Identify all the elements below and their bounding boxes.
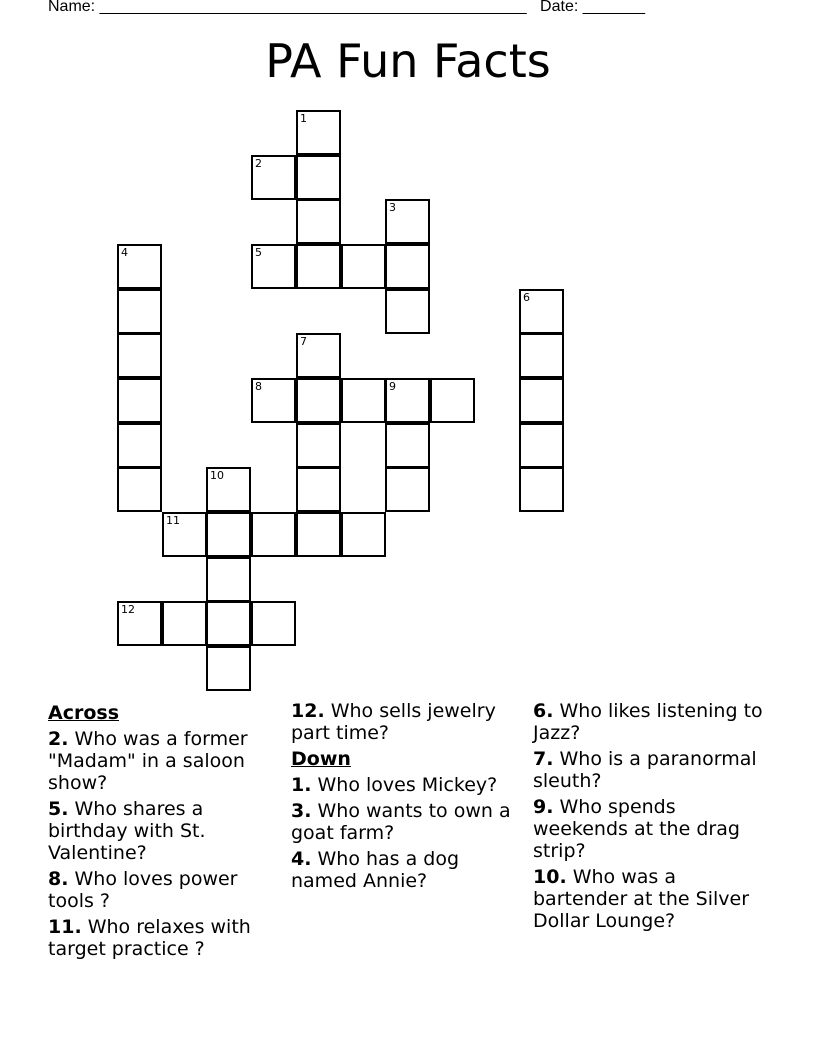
crossword-cell[interactable] xyxy=(251,155,296,200)
clue-item xyxy=(291,800,521,844)
crossword-cell[interactable] xyxy=(519,333,564,378)
crossword-cell[interactable] xyxy=(341,378,386,423)
clue-num: 8. xyxy=(48,868,69,890)
crossword-cell[interactable] xyxy=(117,333,162,378)
clues-column-2 xyxy=(291,700,521,896)
clue-num: 1. xyxy=(291,774,312,796)
clue-text: Who shares a birthday with St. Valentine? xyxy=(48,798,206,864)
clue-number: 6 xyxy=(523,291,530,304)
clue-number: 9 xyxy=(389,380,396,393)
crossword-cell[interactable] xyxy=(519,423,564,468)
clue-num: 11. xyxy=(48,916,82,938)
clue-text: Who was a bartender at the Silver Dollar Lounge? xyxy=(533,866,750,932)
crossword-cell[interactable] xyxy=(296,244,341,289)
crossword-cell[interactable] xyxy=(117,378,162,423)
clue-text: Who wants to own a goat farm? xyxy=(291,800,511,844)
crossword-cell[interactable] xyxy=(296,110,341,155)
clue-item xyxy=(48,868,278,912)
crossword-cell[interactable] xyxy=(296,467,341,512)
crossword-cell[interactable] xyxy=(251,512,296,557)
crossword-cell[interactable] xyxy=(296,333,341,378)
clue-item xyxy=(533,700,773,744)
clue-item xyxy=(533,748,773,792)
crossword-cell[interactable] xyxy=(251,601,296,646)
crossword-cell[interactable] xyxy=(385,199,430,244)
crossword-cell[interactable] xyxy=(385,244,430,289)
across-heading: Across xyxy=(48,702,120,724)
crossword-cell[interactable] xyxy=(519,289,564,334)
clue-num: 12. xyxy=(291,700,325,722)
crossword-cell[interactable] xyxy=(519,467,564,512)
crossword-cell[interactable] xyxy=(296,378,341,423)
clue-text: Who spends weekends at the drag strip? xyxy=(533,796,740,862)
clue-item xyxy=(533,796,773,862)
clue-number: 1 xyxy=(300,112,307,125)
clue-num: 4. xyxy=(291,848,312,870)
crossword-cell[interactable] xyxy=(519,378,564,423)
clue-text: Who likes listening to Jazz? xyxy=(533,700,763,744)
clue-number: 12 xyxy=(121,603,135,616)
clue-item xyxy=(291,848,521,892)
crossword-cell[interactable] xyxy=(385,423,430,468)
crossword-cell[interactable] xyxy=(117,601,162,646)
clue-num: 10. xyxy=(533,866,567,888)
down-heading: Down xyxy=(291,748,351,770)
clue-number: 5 xyxy=(255,246,262,259)
date-label: Date: xyxy=(540,0,579,15)
clue-number: 8 xyxy=(255,380,262,393)
clue-text: Who is a paranormal sleuth? xyxy=(533,748,757,792)
crossword-cell[interactable] xyxy=(296,199,341,244)
crossword-cell[interactable] xyxy=(206,557,251,602)
crossword-cell[interactable] xyxy=(117,467,162,512)
crossword-cell[interactable] xyxy=(117,289,162,334)
date-blank[interactable]: _______ xyxy=(582,0,646,15)
clue-item xyxy=(291,700,521,744)
clue-num: 6. xyxy=(533,700,554,722)
crossword-cell[interactable] xyxy=(296,423,341,468)
clues-column-1 xyxy=(48,700,278,964)
crossword-cell[interactable] xyxy=(162,512,207,557)
name-label: Name: xyxy=(48,0,96,15)
crossword-cell[interactable] xyxy=(341,512,386,557)
crossword-cell[interactable] xyxy=(206,601,251,646)
crossword-cell[interactable] xyxy=(251,244,296,289)
crossword-cell[interactable] xyxy=(206,646,251,691)
name-blank[interactable]: ________________________________________________ xyxy=(99,0,527,15)
crossword-cell[interactable] xyxy=(162,601,207,646)
clue-num: 5. xyxy=(48,798,69,820)
clue-text: Who relaxes with target practice ? xyxy=(48,916,251,960)
crossword-cell[interactable] xyxy=(385,289,430,334)
crossword-cell[interactable] xyxy=(341,244,386,289)
clue-item xyxy=(533,866,773,932)
clue-text: Who sells jewelry part time? xyxy=(291,700,496,744)
clue-number: 10 xyxy=(210,469,224,482)
clue-num: 9. xyxy=(533,796,554,818)
clue-number: 2 xyxy=(255,157,262,170)
crossword-cell[interactable] xyxy=(385,467,430,512)
clue-number: 11 xyxy=(166,514,180,527)
clue-num: 3. xyxy=(291,800,312,822)
clue-num: 7. xyxy=(533,748,554,770)
crossword-cell[interactable] xyxy=(430,378,475,423)
crossword-cell[interactable] xyxy=(385,378,430,423)
crossword-cell[interactable] xyxy=(296,512,341,557)
clue-text: Who was a former "Madam" in a saloon show? xyxy=(48,728,248,794)
clue-item xyxy=(48,916,278,960)
crossword-cell[interactable] xyxy=(117,423,162,468)
crossword-cell[interactable] xyxy=(296,155,341,200)
clue-text: Who loves Mickey? xyxy=(317,774,498,796)
clue-number: 4 xyxy=(121,246,128,259)
crossword-cell[interactable] xyxy=(117,244,162,289)
crossword-cell[interactable] xyxy=(206,467,251,512)
clue-item xyxy=(291,774,521,796)
clues-column-3 xyxy=(533,700,773,936)
page-title: PA Fun Facts xyxy=(265,34,551,88)
clue-text: Who loves power tools ? xyxy=(48,868,238,912)
clue-item xyxy=(48,798,278,864)
clue-item xyxy=(48,728,278,794)
crossword-cell[interactable] xyxy=(251,378,296,423)
crossword-cell[interactable] xyxy=(206,512,251,557)
clue-number: 7 xyxy=(300,335,307,348)
clue-num: 2. xyxy=(48,728,69,750)
clue-number: 3 xyxy=(389,201,396,214)
clue-text: Who has a dog named Annie? xyxy=(291,848,460,892)
